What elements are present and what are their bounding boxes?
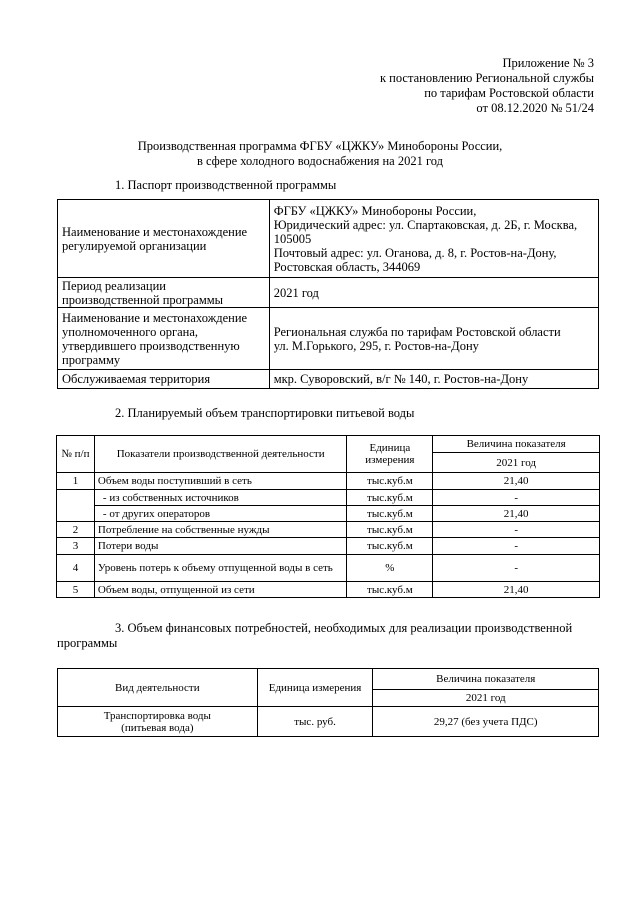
org-name: ФГБУ «ЦЖКУ» Минобороны России,: [273, 203, 477, 218]
col-year-header: 2021 год: [433, 453, 600, 473]
passport-value-authority: [269, 308, 598, 370]
volume-header-row-1: [57, 436, 600, 453]
appendix-date: от 08.12.2020 № 51/24: [476, 101, 594, 115]
passport-label-territory: Обслуживаемая территория: [58, 370, 270, 389]
passport-table: [57, 199, 599, 389]
row-num: 4: [57, 555, 95, 582]
row-unit: тыс.куб.м: [347, 538, 433, 555]
row-value: -: [433, 538, 600, 555]
document-title-line-1: Производственная программа ФГБУ «ЦЖКУ» Минобороны России,: [137, 139, 503, 153]
section-3-heading-line-1: 3. Объем финансовых потребностей, необходимых для реализации производственной: [115, 621, 573, 635]
col-num-header: № п/п: [57, 436, 95, 473]
row-indicator: Объем воды, отпущенной из сети: [94, 582, 346, 598]
passport-value-period: 2021 год: [269, 278, 598, 308]
passport-label-organization: Наименование и местонахождение регулируемой организации: [58, 200, 270, 278]
row-num: 3: [57, 538, 95, 555]
row-indicator: - из собственных источников: [94, 490, 346, 506]
row-unit: тыс.куб.м: [347, 473, 433, 490]
row-indicator: Потребление на собственные нужды: [94, 522, 346, 538]
row-indicator: Уровень потерь к объему отпущенной воды в сеть: [94, 555, 346, 582]
col-activity-header: Вид деятельности: [58, 669, 258, 707]
passport-label-period: Период реализации производственной программы: [58, 278, 270, 308]
table-row: [57, 506, 600, 522]
row-unit: %: [347, 555, 433, 582]
row-unit: тыс.куб.м: [347, 490, 433, 506]
document-title-line-2: в сфере холодного водоснабжения на 2021 год: [196, 154, 444, 168]
row-num: 2: [57, 522, 95, 538]
section-3-heading-line-2: программы: [57, 636, 118, 650]
row-activity: [58, 707, 258, 737]
row-value: 21,40: [433, 506, 600, 522]
appendix-ref-line-2: по тарифам Ростовской области: [424, 86, 594, 100]
row-num: [57, 490, 95, 522]
activity-line-2: (питьевая вода): [121, 721, 194, 734]
col-value-group-header: Величина показателя: [433, 436, 600, 453]
transport-volume-table: [56, 435, 600, 598]
passport-row-authority: [58, 308, 599, 370]
row-indicator: - от других операторов: [94, 506, 346, 522]
row-unit: тыс.куб.м: [347, 506, 433, 522]
row-unit: тыс.куб.м: [347, 582, 433, 598]
table-row: [57, 538, 600, 555]
appendix-number: Приложение № 3: [502, 56, 594, 70]
row-num: 5: [57, 582, 95, 598]
org-postal-region: Ростовская область, 344069: [273, 259, 421, 274]
passport-value-organization: [269, 200, 598, 278]
col-year-header: 2021 год: [373, 690, 599, 707]
section-1-heading: 1. Паспорт производственной программы: [115, 178, 337, 192]
col-unit-header: Единица измерения: [347, 436, 433, 473]
row-value: 21,40: [433, 582, 600, 598]
row-value: 21,40: [433, 473, 600, 490]
row-unit: тыс.куб.м: [347, 522, 433, 538]
col-value-group-header: Величина показателя: [373, 669, 599, 690]
org-legal-address: Юридический адрес: ул. Спартаковская, д. 2Б, г. Москва,: [273, 217, 578, 232]
passport-row-organization: [58, 200, 599, 278]
table-row: [57, 555, 600, 582]
row-indicator: Объем воды поступивший в сеть: [94, 473, 346, 490]
table-row: [57, 522, 600, 538]
row-unit: тыс. руб.: [257, 707, 373, 737]
org-postal-address: Почтовый адрес: ул. Оганова, д. 8, г. Ростов-на-Дону,: [273, 245, 557, 260]
row-value: 29,27 (без учета ПДС): [373, 707, 599, 737]
passport-value-territory: мкр. Суворовский, в/г № 140, г. Ростов-на-Дону: [269, 370, 598, 389]
authority-address: ул. М.Горького, 295, г. Ростов-на-Дону: [273, 338, 479, 353]
org-legal-postcode: 105005: [273, 231, 312, 246]
section-2-heading: 2. Планируемый объем транспортировки питьевой воды: [115, 406, 415, 420]
row-value: -: [433, 522, 600, 538]
authority-name: Региональная служба по тарифам Ростовской области: [273, 324, 561, 339]
row-value: -: [433, 490, 600, 506]
passport-row-territory: [58, 370, 599, 389]
financial-needs-table: [57, 668, 599, 737]
col-unit-header: Единица измерения: [257, 669, 373, 707]
row-num: 1: [57, 473, 95, 490]
table-row: [57, 473, 600, 490]
col-indicator-header: Показатели производственной деятельности: [94, 436, 346, 473]
passport-label-authority: Наименование и местонахождение уполномоченного органа, утвердившего производственную программу: [58, 308, 270, 370]
finance-header-row-1: [58, 669, 599, 690]
table-row: [57, 582, 600, 598]
table-row: [57, 490, 600, 506]
activity-line-1: Транспортировка воды: [103, 709, 211, 722]
row-indicator: Потери воды: [94, 538, 346, 555]
appendix-ref-line-1: к постановлению Региональной службы: [379, 71, 594, 85]
row-value: -: [433, 555, 600, 582]
passport-row-period: [58, 278, 599, 308]
table-row: [58, 707, 599, 737]
